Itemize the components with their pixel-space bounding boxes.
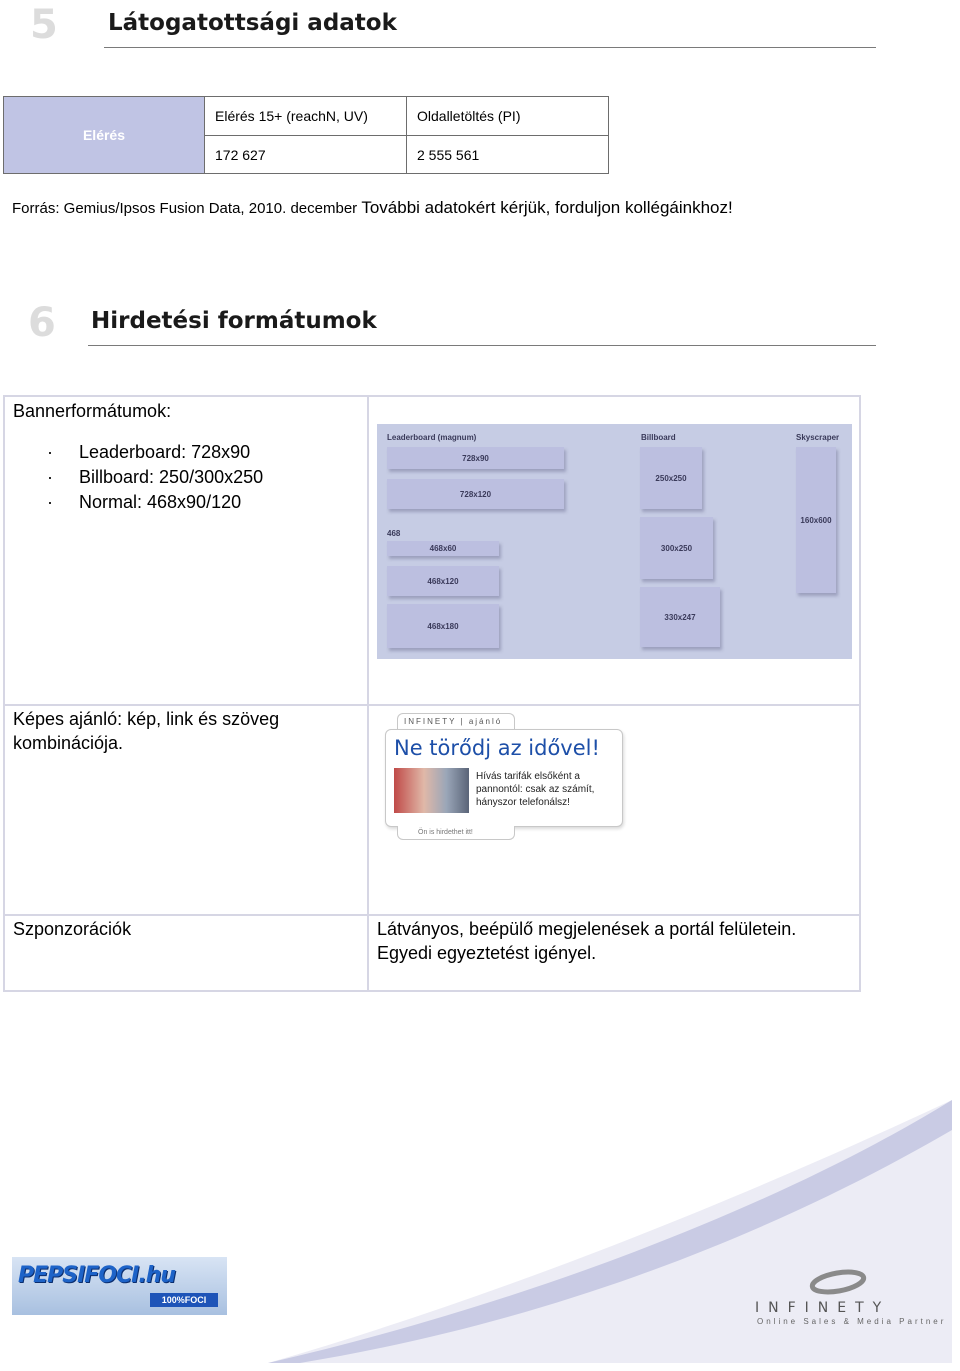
diagram-box-468x180: 468x180 xyxy=(387,604,499,648)
stats-value-reach: 172 627 xyxy=(215,146,266,163)
ad-headline: Ne törődj az idővel! xyxy=(394,736,600,760)
banner-formats-label: Bannerformátumok: xyxy=(13,401,172,421)
ad-body: Hívás tarifák elsőként a pannontól: csak az számít, hányszor telefonálsz! xyxy=(476,771,595,808)
infinety-logo: INFINETY xyxy=(755,1300,891,1316)
section-title-visitors: Látogatottsági adatok xyxy=(108,10,397,36)
section-number-5: 5 xyxy=(30,2,58,48)
section-number-6: 6 xyxy=(28,300,56,346)
image-recommender-label: Képes ajánló: kép, link és szöveg kombinációja. xyxy=(13,709,280,753)
banner-item-normal: · Normal: 468x90/120 xyxy=(47,490,263,515)
source-text: Forrás: Gemius/Ipsos Fusion Data, 2010. december xyxy=(12,200,358,217)
diagram-box-250x250: 250x250 xyxy=(640,447,702,509)
diagram-label-skyscraper: Skyscraper xyxy=(796,433,840,442)
diagram-label-468: 468 xyxy=(387,529,401,538)
diagram-box-468x120: 468x120 xyxy=(387,566,499,596)
source-note: További adatokért kérjük, forduljon kollégáinkhoz! xyxy=(361,198,733,217)
diagram-box-300x250: 300x250 xyxy=(640,517,713,579)
sponsorship-label: Szponzorációk xyxy=(13,919,132,939)
sponsorship-description: Látványos, beépülő megjelenések a portál felületein. Egyedi egyeztetést igényel. xyxy=(377,919,797,963)
stats-value-pageviews: 2 555 561 xyxy=(417,146,480,163)
infinety-tagline: Online Sales & Media Partner xyxy=(757,1317,947,1326)
pepsifoci-logo-text: PEPSIFOCI.hu xyxy=(18,1263,176,1288)
pepsifoci-logo[interactable] xyxy=(12,1257,227,1315)
diagram-box-728x90: 728x90 xyxy=(387,447,564,469)
diagram-box-728x120: 728x120 xyxy=(387,479,564,509)
diagram-label-billboard: Billboard xyxy=(641,433,676,442)
banner-item-billboard: · Billboard: 250/300x250 xyxy=(47,465,263,490)
stats-header-pageviews: Oldalletöltés (PI) xyxy=(417,108,521,124)
banner-item-leaderboard: · Leaderboard: 728x90 xyxy=(47,440,263,465)
stats-row-label: Elérés xyxy=(4,97,205,173)
diagram-box-468x60: 468x60 xyxy=(387,541,499,556)
stats-header-reach: Elérés 15+ (reachN, UV) xyxy=(215,108,368,124)
diagram-box-330x247: 330x247 xyxy=(640,587,720,647)
ad-footer-link[interactable]: Ön is hirdethet itt! xyxy=(397,826,515,840)
diagram-label-leaderboard: Leaderboard (magnum) xyxy=(387,433,477,442)
diagram-box-160x600: 160x600 xyxy=(796,447,836,593)
pepsifoci-logo-sub: 100%FOCI xyxy=(150,1293,218,1307)
section-title-ad-formats: Hirdetési formátumok xyxy=(91,308,377,334)
ad-tab: INFINETY | ajánló xyxy=(397,713,515,729)
